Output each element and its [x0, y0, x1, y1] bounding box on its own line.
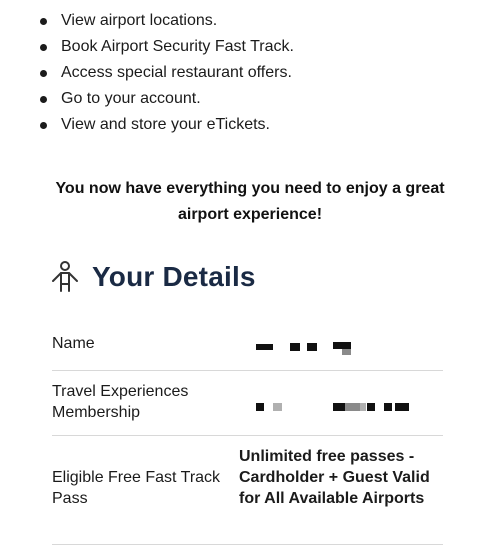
redaction-block — [256, 344, 273, 350]
redaction-block — [384, 403, 392, 411]
redaction-block — [333, 342, 351, 349]
bullet-icon — [40, 70, 47, 77]
redaction-block — [307, 343, 317, 351]
list-item — [0, 112, 500, 138]
feature-list — [0, 8, 500, 138]
redaction-block — [395, 403, 409, 411]
table-row-membership — [52, 371, 443, 436]
feature-text: Access special restaurant offers. — [61, 64, 292, 81]
bullet-icon — [40, 122, 47, 129]
list-item — [0, 86, 500, 112]
feature-text: View airport locations. — [61, 12, 218, 29]
feature-text: View and store your eTickets. — [61, 116, 270, 133]
fast-track-value: Unlimited free passes - Cardholder + Guest Valid for All Available Airports — [239, 448, 430, 507]
membership-label: Travel Experiences Membership — [52, 383, 189, 421]
redaction-block — [367, 403, 375, 411]
bullet-icon — [40, 44, 47, 51]
fast-track-label: Eligible Free Fast Track Pass — [52, 469, 221, 507]
details-header — [50, 255, 256, 299]
bullet-icon — [40, 18, 47, 25]
details-table — [52, 320, 443, 545]
list-item — [0, 60, 500, 86]
redaction-block — [342, 349, 351, 355]
table-row-name — [52, 320, 443, 371]
list-item — [0, 34, 500, 60]
list-item — [0, 8, 500, 34]
bullet-icon — [40, 96, 47, 103]
feature-text: Go to your account. — [61, 90, 201, 107]
redaction-block — [333, 403, 345, 411]
redaction-block — [290, 343, 300, 351]
redaction-block — [256, 403, 264, 411]
redaction-block — [273, 403, 282, 411]
details-title: Your Details — [92, 261, 256, 292]
name-label: Name — [52, 335, 95, 352]
feature-text: Book Airport Security Fast Track. — [61, 38, 294, 55]
redaction-block — [345, 403, 360, 411]
person-icon — [50, 260, 80, 294]
redaction-block — [360, 403, 366, 411]
summary-text: You now have everything you need to enjoy a great airport experience! — [55, 180, 445, 223]
table-row-fast-track-pass — [52, 436, 443, 545]
